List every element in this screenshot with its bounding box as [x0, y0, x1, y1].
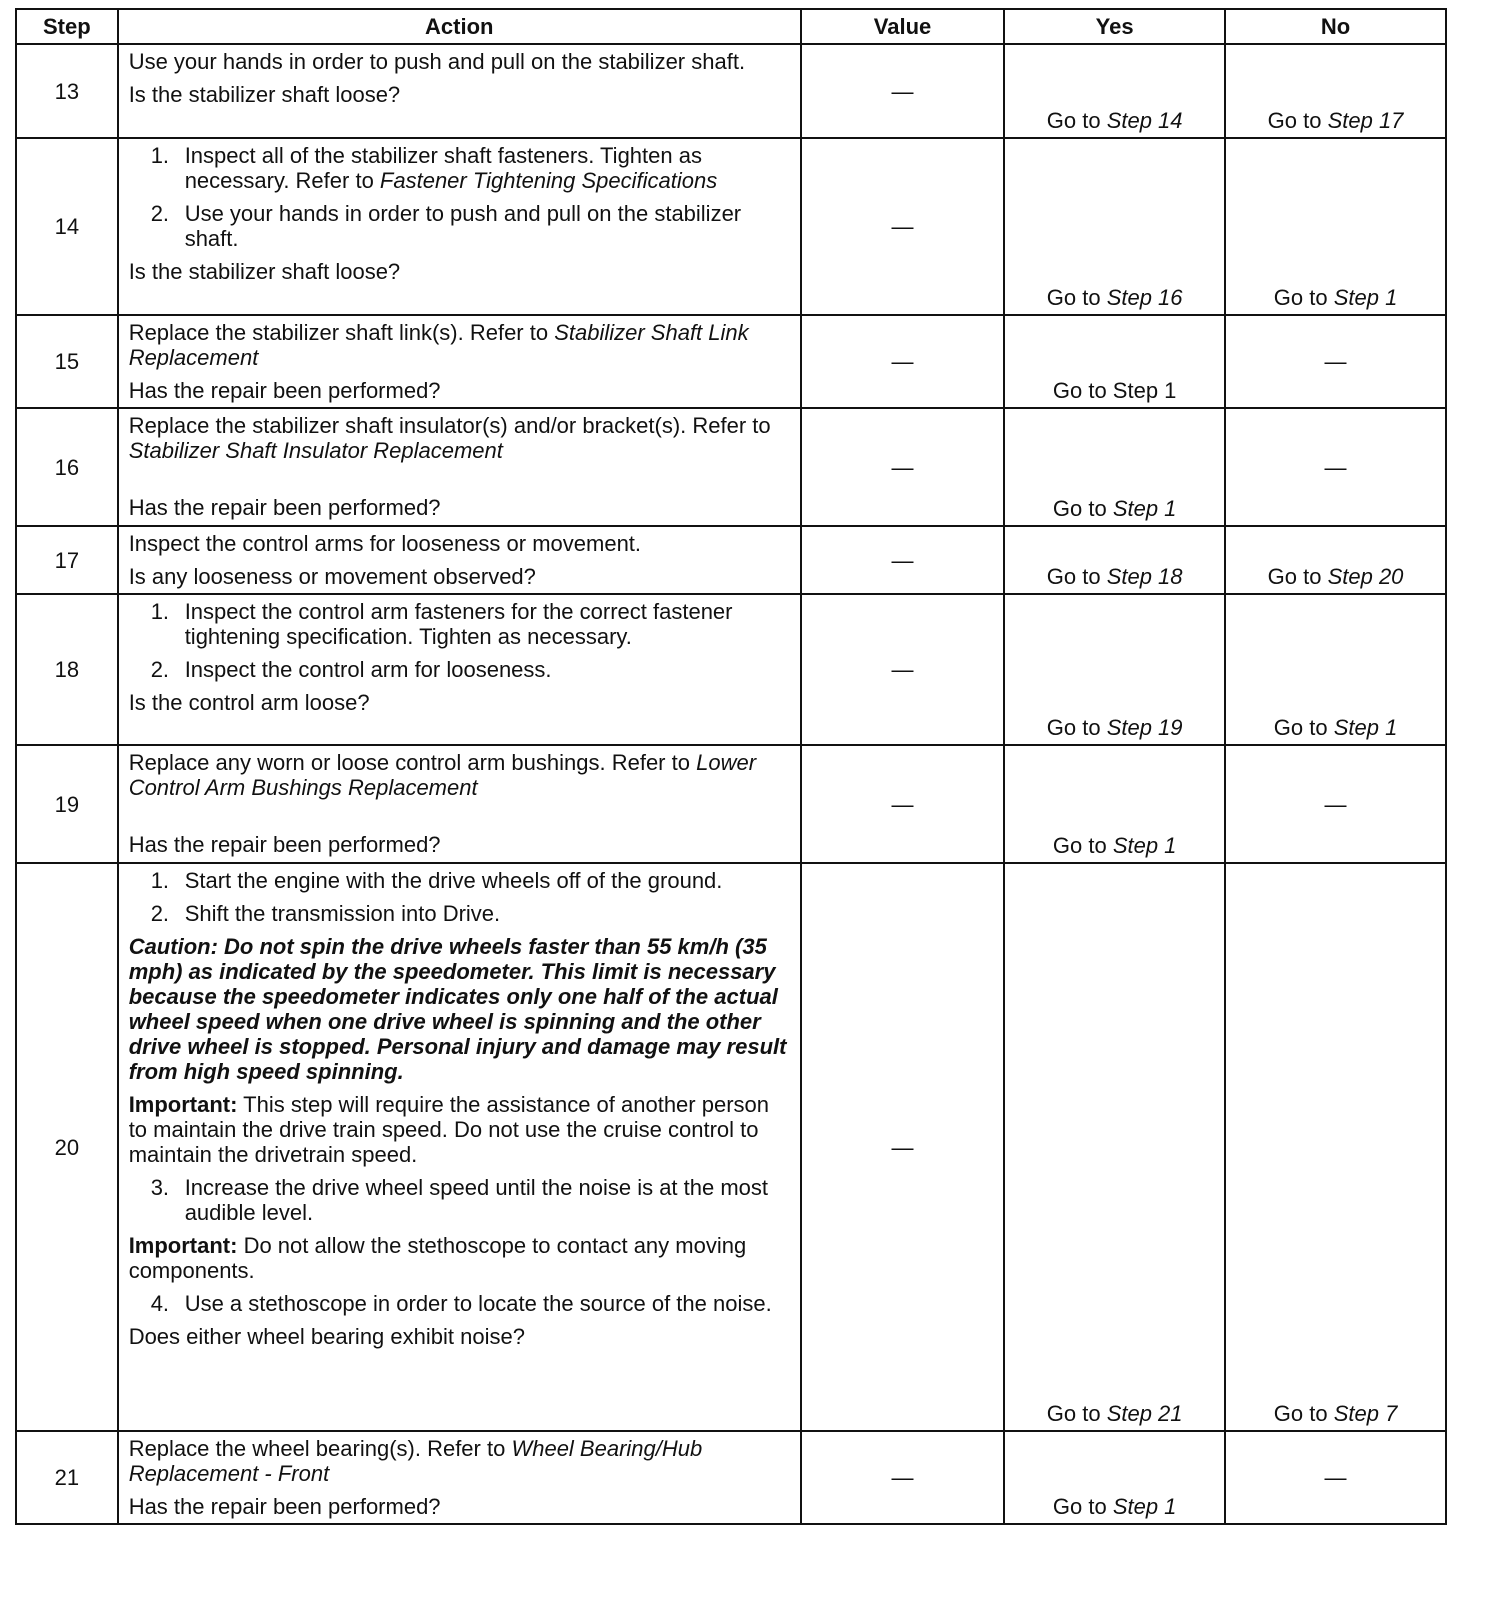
action-cell — [118, 44, 801, 138]
header-value: Value — [801, 9, 1004, 44]
no-step-ref: Step 17 — [1327, 108, 1404, 133]
diagnostic-table — [15, 8, 1447, 1525]
item-number: 1. — [150, 868, 170, 893]
step-number: 20 — [16, 863, 118, 1431]
question-text: Is the control arm loose? — [128, 690, 370, 715]
item-number: 1. — [150, 599, 170, 624]
question-text: Has the repair been performed? — [128, 832, 441, 857]
header-action: Action — [118, 9, 801, 44]
goto-label: Go to — [1046, 564, 1101, 589]
header-no: No — [1225, 9, 1446, 44]
value-cell: — — [801, 526, 1004, 594]
header-step: Step — [16, 9, 118, 44]
list-item — [129, 1291, 792, 1316]
question-text: Has the repair been performed? — [128, 378, 441, 403]
list-item — [129, 143, 792, 193]
yes-step-ref: Step 18 — [1106, 564, 1183, 589]
yes-step-ref: Step 21 — [1106, 1401, 1183, 1426]
goto-label: Go to — [1273, 715, 1328, 740]
action-text: Use your hands in order to push and pull on the stabilizer shaft. — [128, 49, 746, 74]
step-number: 14 — [16, 138, 118, 315]
value-cell: — — [801, 44, 1004, 138]
question-text: Is the stabilizer shaft loose? — [128, 82, 401, 107]
value-cell: — — [801, 138, 1004, 315]
table-row — [16, 315, 1446, 408]
yes-cell — [1004, 526, 1225, 594]
yes-cell — [1004, 594, 1225, 745]
goto-label: Go to — [1046, 1401, 1101, 1426]
table-row — [16, 44, 1446, 138]
yes-cell — [1004, 138, 1225, 315]
table-row — [16, 594, 1446, 745]
action-reference: Lower Control Arm Bushings Replacement — [128, 750, 757, 800]
action-cell — [118, 408, 801, 526]
question-text: Has the repair been performed? — [128, 1494, 441, 1519]
no-step-ref: Step 7 — [1333, 1401, 1398, 1426]
question-text: Is the stabilizer shaft loose? — [128, 259, 401, 284]
goto-label: Go to — [1052, 1494, 1107, 1519]
no-cell — [1225, 526, 1446, 594]
goto-label: Go to — [1052, 496, 1107, 521]
action-reference: Wheel Bearing/Hub Replacement - Front — [128, 1436, 703, 1486]
action-reference: Stabilizer Shaft Link Replacement — [128, 320, 749, 370]
goto-label: Go to — [1267, 108, 1322, 133]
question-text: Has the repair been performed? — [128, 495, 441, 520]
important-label: Important: — [128, 1092, 238, 1117]
step-number: 19 — [16, 745, 118, 863]
yes-cell — [1004, 745, 1225, 863]
no-step-ref: Step 20 — [1327, 564, 1404, 589]
value-cell: — — [801, 594, 1004, 745]
table-row — [16, 1431, 1446, 1524]
action-text — [129, 320, 792, 370]
table-row — [16, 138, 1446, 315]
list-item — [129, 657, 792, 682]
action-cell — [118, 526, 801, 594]
important-note — [129, 1233, 792, 1283]
yes-step-ref: Step 1 — [1112, 496, 1177, 521]
item-text: Inspect all of the stabilizer shaft fasteners. Tighten as necessary. Refer to — [184, 143, 702, 193]
goto-label: Go to — [1046, 108, 1101, 133]
important-label: Important: — [128, 1233, 238, 1258]
item-text: Increase the drive wheel speed until the noise is at the most audible level. — [184, 1175, 769, 1225]
item-number: 4. — [150, 1291, 170, 1316]
no-cell — [1225, 594, 1446, 745]
step-number: 13 — [16, 44, 118, 138]
action-cell — [118, 138, 801, 315]
item-text: Use a stethoscope in order to locate the source of the noise. — [184, 1291, 772, 1316]
table-row — [16, 526, 1446, 594]
item-number: 2. — [150, 901, 170, 926]
list-item — [129, 201, 792, 251]
no-cell — [1225, 138, 1446, 315]
table-row — [16, 745, 1446, 863]
table-row — [16, 863, 1446, 1431]
header-yes: Yes — [1004, 9, 1225, 44]
value-cell: — — [801, 408, 1004, 526]
no-cell: — — [1225, 408, 1446, 526]
caution-text: Caution: Do not spin the drive wheels faster than 55 km/h (35 mph) as indicated by the speedometer. This limit is necessary because the speedometer indicates only one half of the actual wheel speed when one drive wheel is spinning and the other drive wheel is stopped. Personal injury and damage may result from high speed spinning. — [128, 934, 787, 1084]
step-number: 21 — [16, 1431, 118, 1524]
no-cell: — — [1225, 1431, 1446, 1524]
action-text — [129, 1436, 792, 1486]
yes-step-ref: Step 16 — [1106, 285, 1183, 310]
action-cell — [118, 1431, 801, 1524]
yes-cell — [1004, 44, 1225, 138]
item-number: 3. — [150, 1175, 170, 1200]
yes-step-ref: Step 1 — [1112, 833, 1177, 858]
goto-label: Go to — [1052, 833, 1107, 858]
no-cell: — — [1225, 315, 1446, 408]
yes-step-ref: Step 1 — [1112, 1494, 1177, 1519]
yes-step-ref: Step 14 — [1106, 108, 1183, 133]
question-text: Does either wheel bearing exhibit noise? — [128, 1324, 525, 1349]
goto-label: Go to — [1273, 1401, 1328, 1426]
item-number: 1. — [150, 143, 170, 168]
yes-cell — [1004, 863, 1225, 1431]
goto-label: Go to — [1046, 285, 1101, 310]
action-plain: Replace the wheel bearing(s). Refer to — [128, 1436, 512, 1461]
header-row — [16, 9, 1446, 44]
action-reference: Stabilizer Shaft Insulator Replacement — [128, 438, 503, 463]
value-cell: — — [801, 315, 1004, 408]
value-cell: — — [801, 745, 1004, 863]
no-cell: — — [1225, 745, 1446, 863]
goto-label: Go to — [1267, 564, 1322, 589]
no-cell — [1225, 44, 1446, 138]
yes-cell — [1004, 408, 1225, 526]
important-text: Do not allow the stethoscope to contact any moving components. — [128, 1233, 747, 1283]
goto-label: Go to — [1046, 715, 1101, 740]
no-cell — [1225, 863, 1446, 1431]
value-cell: — — [801, 863, 1004, 1431]
action-plain: Replace the stabilizer shaft insulator(s) and/or bracket(s). Refer to — [128, 413, 771, 438]
step-number: 15 — [16, 315, 118, 408]
question-text: Is any looseness or movement observed? — [128, 564, 536, 589]
important-note — [129, 1092, 792, 1167]
value-cell: — — [801, 1431, 1004, 1524]
table-row — [16, 408, 1446, 526]
item-reference: Fastener Tightening Specifications — [379, 168, 718, 193]
step-number: 18 — [16, 594, 118, 745]
no-step-ref: Step 1 — [1333, 715, 1398, 740]
list-item — [129, 1175, 792, 1225]
important-text: This step will require the assistance of another person to maintain the drive train speed. Do not use the cruise control to maintain the drivetrain speed. — [128, 1092, 769, 1167]
item-number: 2. — [150, 201, 170, 226]
item-text: Inspect the control arm fasteners for the correct fastener tightening specification. Tighten as necessary. — [184, 599, 733, 649]
goto-label: Go to — [1273, 285, 1328, 310]
item-number: 2. — [150, 657, 170, 682]
yes-cell — [1004, 1431, 1225, 1524]
item-text: Use your hands in order to push and pull on the stabilizer shaft. — [184, 201, 742, 251]
list-item — [129, 901, 792, 926]
action-text — [129, 413, 792, 463]
list-item — [129, 599, 792, 649]
yes-cell: Go to Step 1 — [1004, 315, 1225, 408]
action-text — [129, 750, 792, 800]
step-number: 17 — [16, 526, 118, 594]
action-cell — [118, 594, 801, 745]
action-cell — [118, 863, 801, 1431]
item-text: Inspect the control arm for looseness. — [184, 657, 552, 682]
list-item — [129, 868, 792, 893]
action-plain: Replace any worn or loose control arm bushings. Refer to — [128, 750, 697, 775]
step-number: 16 — [16, 408, 118, 526]
action-cell — [118, 745, 801, 863]
action-text: Inspect the control arms for looseness or movement. — [128, 531, 642, 556]
item-text: Start the engine with the drive wheels off of the ground. — [184, 868, 723, 893]
yes-step-ref: Step 19 — [1106, 715, 1183, 740]
no-step-ref: Step 1 — [1333, 285, 1398, 310]
item-text: Shift the transmission into Drive. — [184, 901, 501, 926]
action-cell — [118, 315, 801, 408]
action-plain: Replace the stabilizer shaft link(s). Refer to — [128, 320, 555, 345]
